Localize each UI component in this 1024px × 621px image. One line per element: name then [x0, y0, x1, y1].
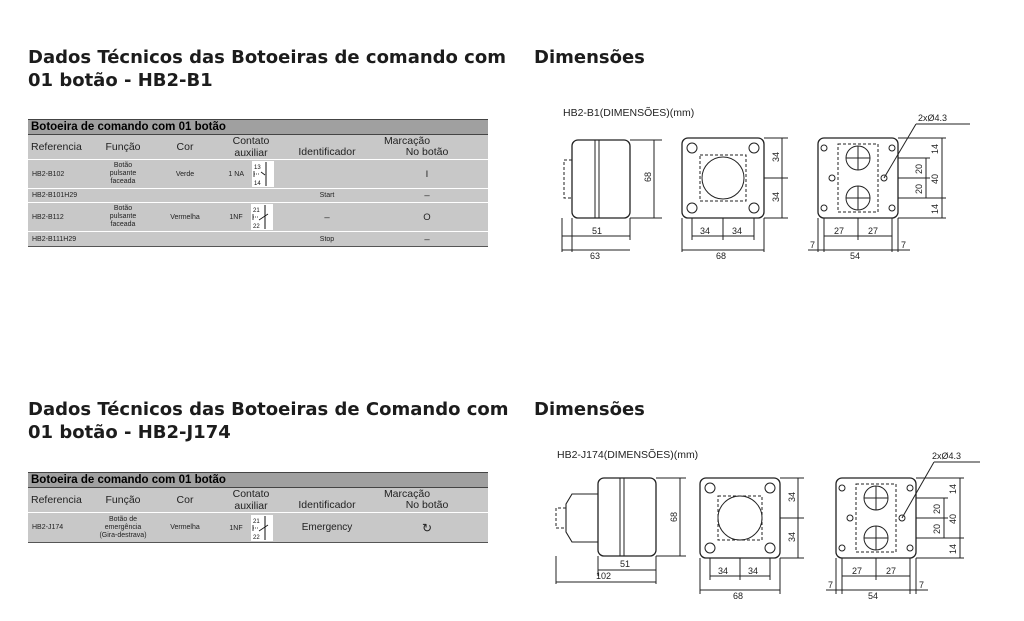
section1-title	[28, 46, 506, 92]
dim-27-right: 27	[886, 566, 897, 576]
nc-contact-symbol-icon	[251, 204, 273, 230]
cell-cor: Vermelha	[156, 203, 214, 232]
funcao-line: (Gira-destrava)	[99, 531, 147, 539]
table-caption-row	[28, 120, 488, 135]
table-row	[28, 232, 488, 247]
dim-14-bottom: 14	[930, 203, 940, 214]
dim-7-right: 7	[901, 240, 907, 250]
twist-release-icon: ↻	[366, 513, 488, 543]
cell-identificador: Emergency	[288, 513, 366, 543]
dim-34-v-bottom: 34	[771, 191, 781, 202]
cell-cor: Verde	[156, 160, 214, 189]
contact-top-number: 21	[252, 208, 260, 214]
section2-dimensions-title: Dimensões	[534, 399, 645, 420]
hole-diameter-label: 2xØ4.3	[918, 113, 948, 123]
cell-no-botao: I	[366, 160, 488, 189]
dim-102: 102	[596, 571, 612, 581]
side-view	[562, 140, 662, 260]
nc-contact-symbol-icon	[251, 515, 273, 541]
cell-referencia: HB2-B111H29	[28, 232, 90, 247]
table-row	[28, 189, 488, 203]
contact-bottom-number: 22	[252, 534, 260, 541]
cell-cor	[156, 189, 214, 203]
table-header-row	[28, 488, 488, 500]
contact-bottom-number: 22	[252, 224, 260, 230]
cell-cor: Vermelha	[156, 513, 214, 543]
dim-20-top: 20	[914, 163, 924, 174]
funcao-line: pulsante	[109, 170, 137, 177]
front-view	[682, 138, 788, 260]
cell-funcao	[90, 513, 156, 543]
table-header-row	[28, 135, 488, 147]
dim-34-h-right: 34	[732, 226, 743, 236]
table-row	[28, 513, 488, 543]
dim-27-right: 27	[868, 226, 879, 236]
cell-contato	[214, 189, 288, 203]
section2-dimension-drawing	[548, 452, 988, 602]
cell-cor	[156, 232, 214, 247]
cell-no-botao: O	[366, 203, 488, 232]
section1-spec-table	[28, 119, 488, 247]
dim-20-bottom: 20	[932, 523, 942, 534]
funcao-line: Botão	[113, 162, 133, 169]
dim-34-h-left: 34	[700, 226, 711, 236]
dim-20-top: 20	[932, 503, 942, 514]
dim-34-v-top: 34	[771, 151, 781, 162]
dim-54: 54	[850, 251, 861, 260]
dim-7-left: 7	[828, 580, 834, 590]
cell-contato	[214, 203, 288, 232]
funcao-line: emergência	[104, 523, 142, 531]
funcao-line: Botão de	[108, 515, 138, 523]
dim-34-v-top: 34	[787, 491, 797, 502]
dim-63: 63	[590, 251, 601, 260]
funcao-line: Botão	[113, 205, 133, 212]
cell-contato	[214, 232, 288, 247]
header-referencia: Referencia	[28, 488, 90, 513]
dim-34-h-right: 34	[748, 566, 759, 576]
section2-title-line1: Dados Técnicos das Botoeiras de Comando com	[28, 399, 509, 420]
cell-identificador: Start	[288, 189, 366, 203]
dim-68-width: 68	[733, 591, 744, 601]
contact-top-number: 13	[253, 165, 261, 171]
table-row	[28, 160, 488, 189]
contact-bottom-number: 14	[253, 181, 261, 187]
dim-7-right: 7	[919, 580, 925, 590]
header-identificador: Identificador	[288, 499, 366, 512]
cell-referencia: HB2-J174	[28, 513, 90, 543]
contact-type: 1NF	[229, 524, 243, 532]
table-caption-row	[28, 473, 488, 488]
header-no-botao: No botão	[366, 146, 488, 159]
dim-68-height: 68	[669, 511, 679, 522]
section1-title-line1: Dados Técnicos das Botoeiras de comando com	[28, 47, 506, 68]
side-view	[556, 478, 686, 584]
dim-27-left: 27	[852, 566, 863, 576]
dim-68-height: 68	[643, 171, 653, 182]
header-contato: Contato auxiliar	[214, 488, 288, 513]
dim-34-v-bottom: 34	[787, 531, 797, 542]
header-marcacao: Marcação	[288, 488, 488, 500]
cell-no-botao: –	[366, 189, 488, 203]
dim-34-h-left: 34	[718, 566, 729, 576]
header-contato: Contato auxiliar	[214, 135, 288, 160]
funcao-line: faceada	[110, 221, 136, 228]
hole-diameter-label: 2xØ4.3	[932, 452, 962, 461]
front-view	[700, 478, 804, 601]
dim-14-bottom: 14	[948, 543, 958, 554]
cell-funcao	[90, 203, 156, 232]
header-funcao: Função	[90, 135, 156, 160]
cell-contato	[214, 160, 288, 189]
dim-54: 54	[868, 591, 879, 601]
cell-referencia: HB2-B112	[28, 203, 90, 232]
header-no-botao: No botão	[366, 499, 488, 512]
table-caption: Botoeira de comando com 01 botão	[28, 120, 488, 135]
dim-27-left: 27	[834, 226, 845, 236]
cell-identificador: –	[288, 203, 366, 232]
section1-title-line2: 01 botão - HB2-B1	[28, 70, 213, 91]
dim-7-left: 7	[810, 240, 816, 250]
dim-51: 51	[592, 226, 603, 236]
contact-type: 1 NA	[228, 170, 244, 178]
header-referencia: Referencia	[28, 135, 90, 160]
header-funcao: Função	[90, 488, 156, 513]
header-cor: Cor	[156, 488, 214, 513]
funcao-line: pulsante	[109, 213, 137, 220]
section2-title	[28, 398, 509, 444]
section1-dimension-drawing	[550, 110, 990, 260]
table-row	[28, 203, 488, 232]
cell-contato	[214, 513, 288, 543]
header-cor: Cor	[156, 135, 214, 160]
section1-drawing-title: HB2-B1(DIMENSÕES)(mm)	[563, 107, 695, 119]
contact-top-number: 21	[252, 518, 260, 525]
dim-40: 40	[948, 513, 958, 524]
section2-title-line2: 01 botão - HB2-J174	[28, 422, 231, 443]
dim-14-top: 14	[948, 483, 958, 494]
section1-dimensions-title: Dimensões	[534, 47, 645, 68]
dim-40: 40	[930, 173, 940, 184]
cell-funcao	[90, 232, 156, 247]
table-caption: Botoeira de comando com 01 botão	[28, 473, 488, 488]
no-contact-symbol-icon	[252, 161, 274, 187]
funcao-line: faceada	[110, 178, 136, 185]
cell-referencia: HB2-B101H29	[28, 189, 90, 203]
cell-no-botao: –	[366, 232, 488, 247]
contact-type: 1NF	[229, 213, 243, 221]
section2-spec-table	[28, 472, 488, 543]
dim-68-width: 68	[716, 251, 727, 260]
cell-identificador: Stop	[288, 232, 366, 247]
header-identificador: Identificador	[288, 146, 366, 159]
dim-51: 51	[620, 559, 631, 569]
header-marcacao: Marcação	[288, 135, 488, 147]
dim-14-top: 14	[930, 143, 940, 154]
cell-referencia: HB2-B102	[28, 160, 90, 189]
dim-20-bottom: 20	[914, 183, 924, 194]
cell-funcao	[90, 160, 156, 189]
back-view	[826, 452, 980, 601]
cell-funcao	[90, 189, 156, 203]
back-view	[808, 113, 970, 260]
cell-identificador	[288, 160, 366, 189]
section2-drawing-title: HB2-J174(DIMENSÕES)(mm)	[557, 449, 699, 461]
